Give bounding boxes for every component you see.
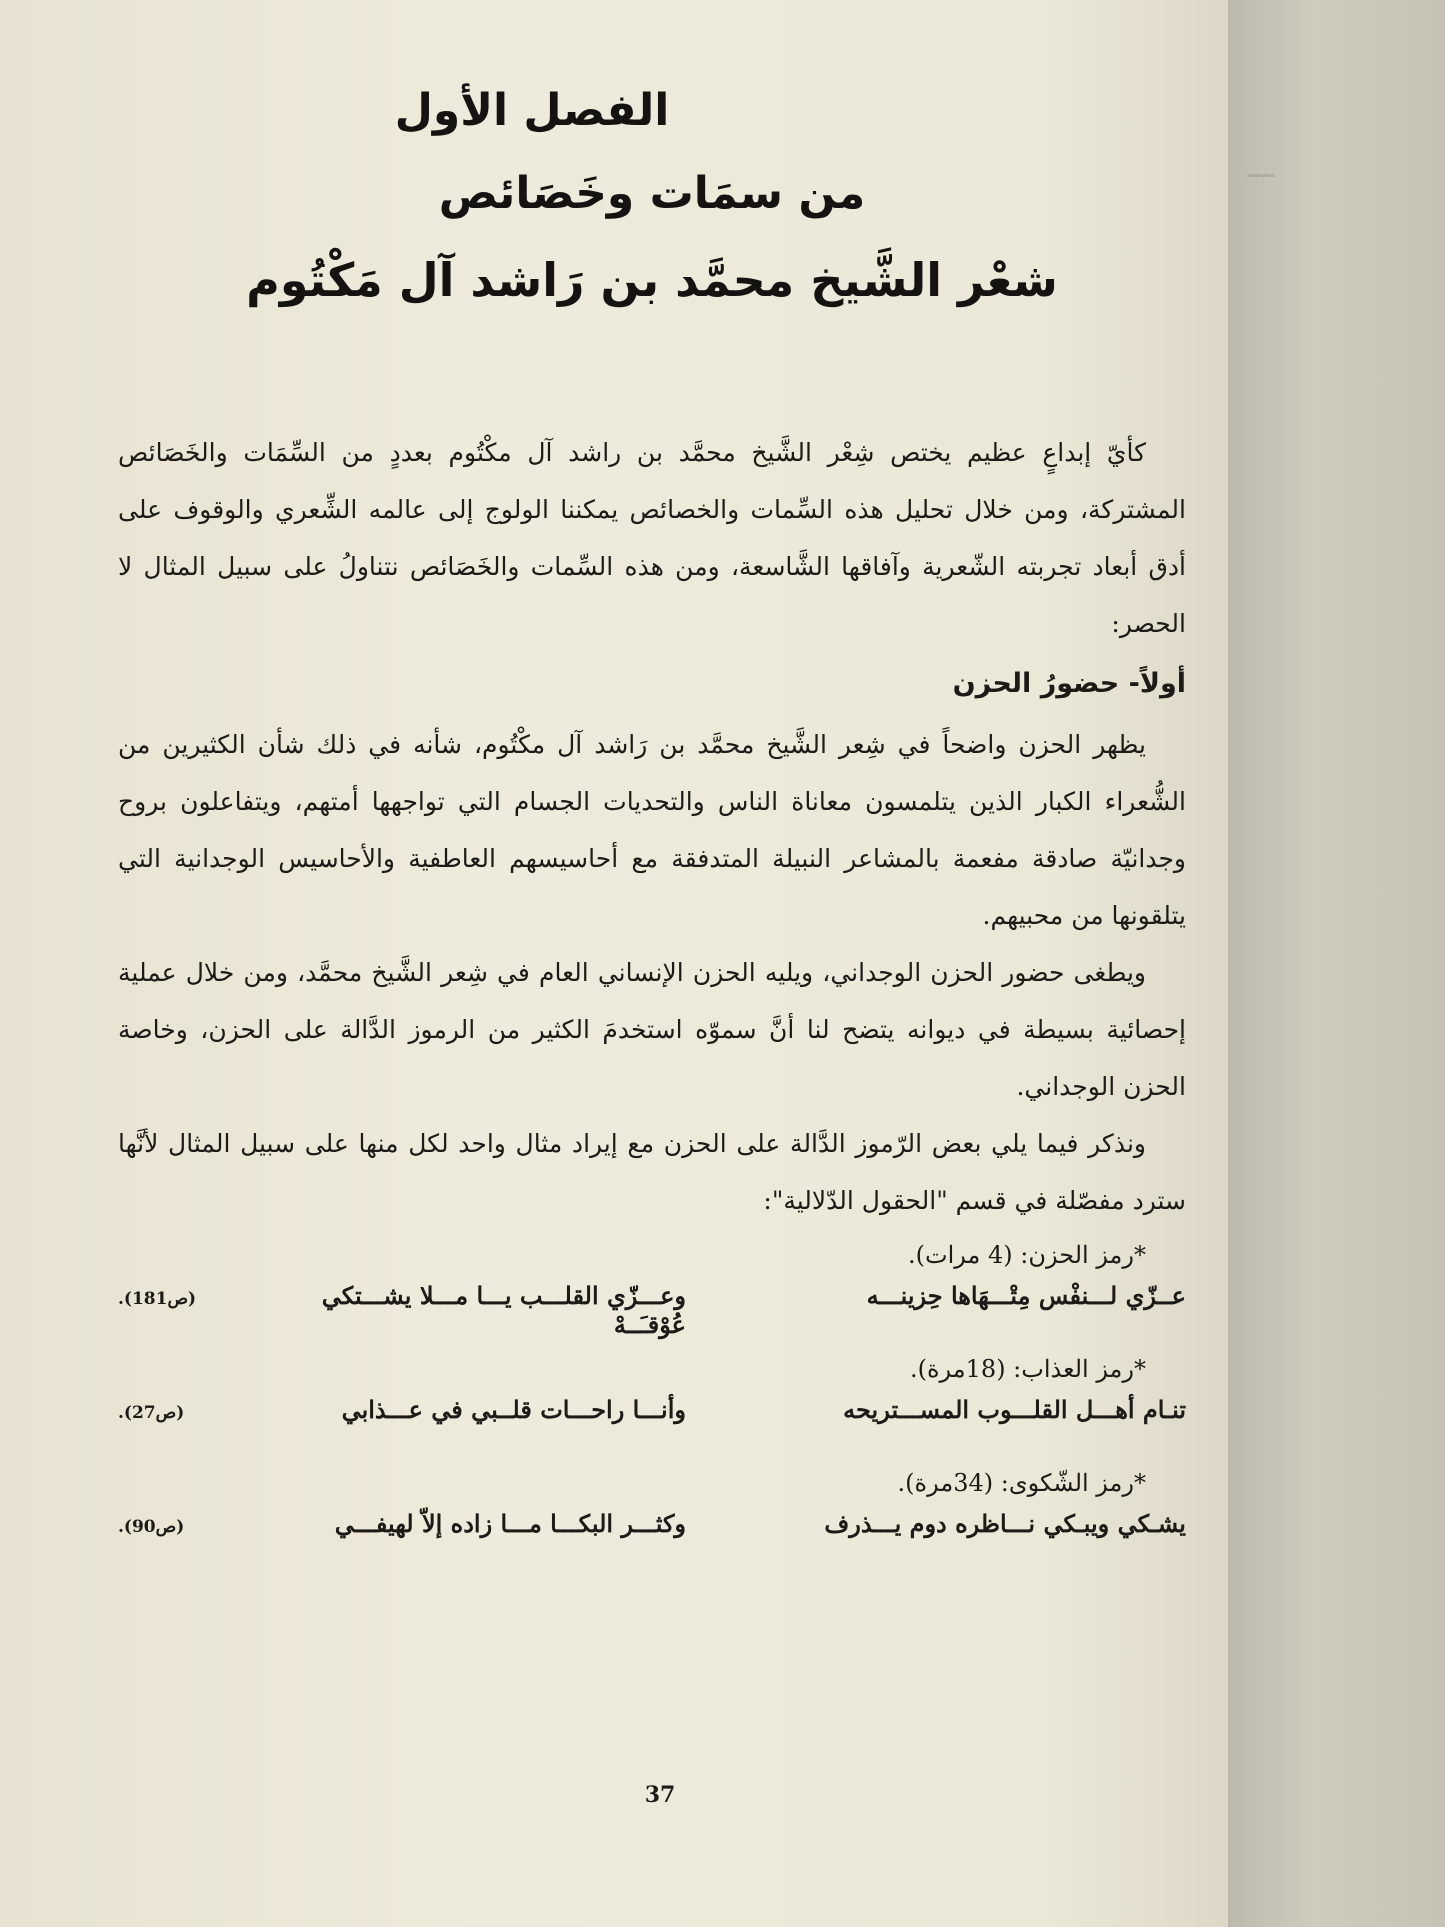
chapter-subtitle: من سمَات وخَصَائص bbox=[438, 168, 866, 219]
verse-hemistich: وعـــزّي القلـــب يـــا مـــلا يشـــتكي عُوْقـَــهْ bbox=[321, 1281, 686, 1339]
verse-hemistich: وكثـــر البكـــا مـــا زاده إلاّ لهيفـــي bbox=[334, 1509, 686, 1538]
chapter-title: الفصل الأول bbox=[394, 85, 670, 136]
verse-line-1 bbox=[118, 1281, 1186, 1343]
page-content bbox=[118, 70, 1186, 1571]
body-paragraph-2: ويطغى حضور الحزن الوجداني، ويليه الحزن الإنساني العام في شِعر الشَّيخ محمَّد، ومن خلال عملية إحصائية بسيطة في ديوانه يتضح لنا أنَّ سموّه استخدمَ الكثير من الرموز الدَّالة على الحزن، وخاصة الحزن الوجداني. bbox=[118, 958, 1186, 1101]
intro-paragraph: كأيّ إبداعٍ عظيم يختص شِعْر الشَّيخ محمَّد بن راشد آل مكْتُوم بعددٍ من السِّمَات والخَصَائص المشتركة، ومن خلال تحليل هذه السِّمات والخصائص يمكننا الولوج إلى عالمه الشِّعري والوقوف على أدق أبعاد تجربته الشّعرية وآفاقها الشَّاسعة، ومن هذه السِّمات والخَصَائص نتناولُ على سبيل المثال لا الحصر: bbox=[118, 438, 1186, 638]
verse-line-3 bbox=[118, 1509, 1186, 1571]
adjacent-page-edge: ـــ bbox=[1228, 0, 1445, 1927]
verse-hemistich: عــزّي لـــنفْس مِتْـــهَاها حِزينـــه bbox=[866, 1281, 1186, 1310]
page-number: 37 bbox=[644, 1782, 676, 1808]
symbol-label-sadness: *رمز الحزن: (4 مرات). bbox=[908, 1241, 1146, 1269]
verse-hemistich: تنـام أهـــل القلـــوب المســـتريحه bbox=[843, 1395, 1186, 1424]
verse-page-ref: (ص90). bbox=[118, 1517, 185, 1537]
symbol-label-complaint: *رمز الشّكوى: (34مرة). bbox=[897, 1469, 1146, 1497]
body-paragraph-1: يظهر الحزن واضحاً في شِعر الشَّيخ محمَّد بن رَاشد آل مكْتُوم، شأنه في ذلك شأن الكثيرين من الشُّعراء الكبار الذين يتلمسون معاناة الناس والتحديات الجسام التي تواجهها أمتهم، ويتفاعلون بروح وجدانيّة صادقة مفعمة بالمشاعر النبيلة المتدفقة مع أحاسيسهم العاطفية والأحاسيس الوجدانية التي يتلقونها من محبيهم. bbox=[118, 730, 1186, 930]
verse-hemistich: يشـكي ويبـكي نـــاظره دوم يـــذرف bbox=[824, 1509, 1186, 1538]
body-paragraph-3: ونذكر فيما يلي بعض الرّموز الدَّالة على الحزن مع إيراد مثال واحد لكل منها على سبيل المثال لأنَّها سترد مفصّلة في قسم "الحقول الدّلالية": bbox=[118, 1129, 1186, 1215]
verse-page-ref: (ص27). bbox=[118, 1403, 185, 1423]
symbol-label-torment: *رمز العذاب: (18مرة). bbox=[909, 1355, 1146, 1383]
verse-line-2 bbox=[118, 1395, 1186, 1457]
verse-page-ref: (ص181). bbox=[118, 1289, 197, 1309]
chapter-subtitle-2: شعْر الشَّيخ محمَّد بن رَاشد آل مَكْتُوم bbox=[246, 253, 1058, 307]
verse-hemistich: وأنـــا راحـــات قلــبي في عـــذابي bbox=[341, 1395, 686, 1424]
section-heading: أولاً- حضورُ الحزن bbox=[952, 668, 1186, 699]
